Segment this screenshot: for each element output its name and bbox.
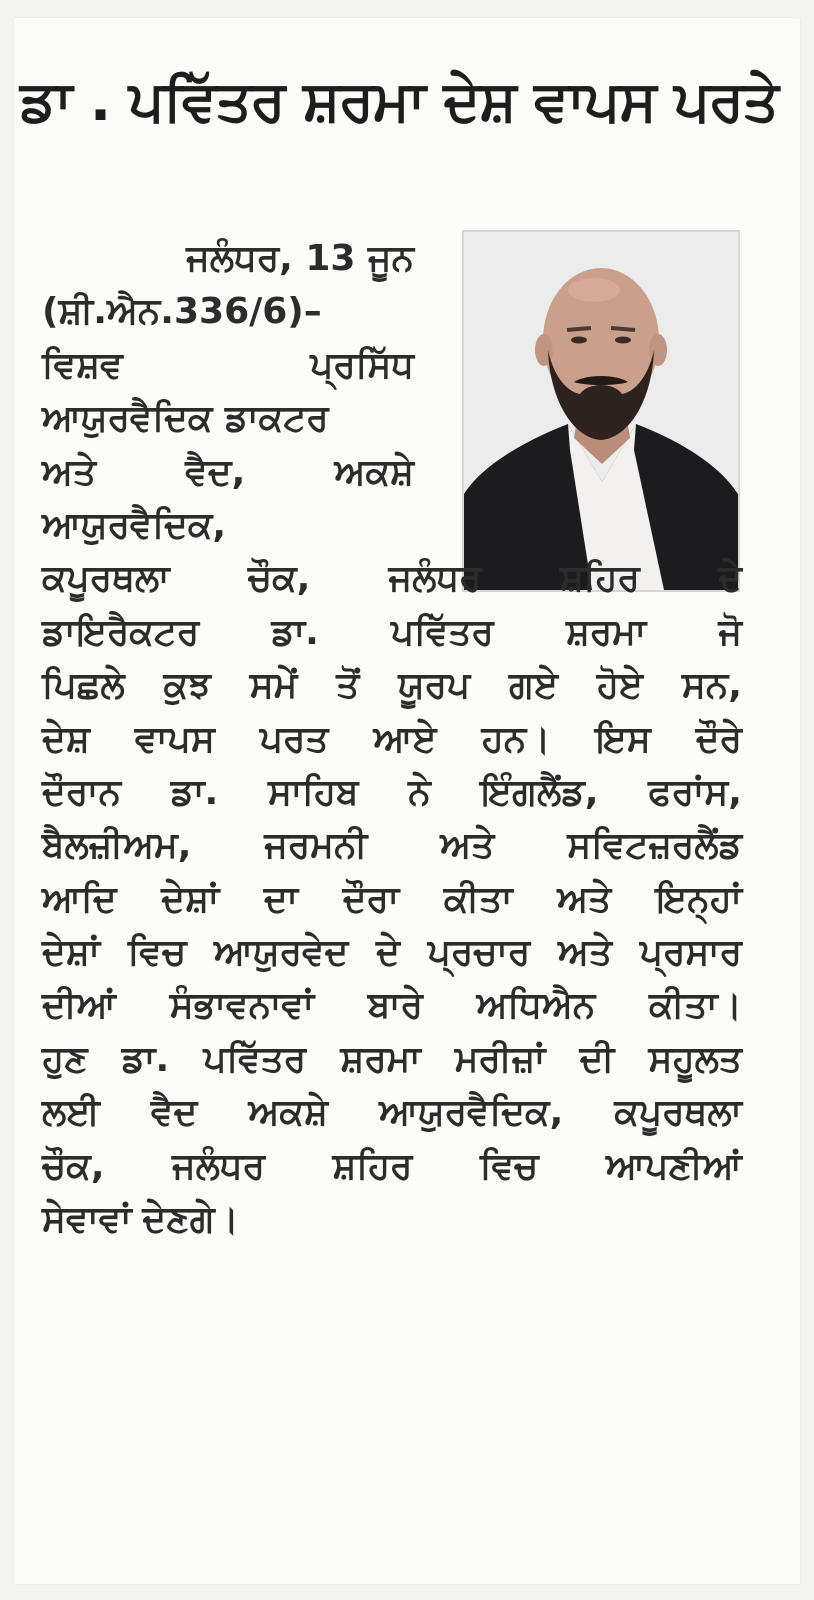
body-line	[42, 232, 414, 285]
body-word: ਦੇਸ਼ਾਂ	[161, 878, 220, 920]
body-word: ਵੈਦ	[150, 1092, 198, 1134]
body-word: ਅਕਸ਼ੇ	[334, 451, 414, 493]
body-line	[42, 659, 742, 712]
body-word: ਅਤੇ	[557, 878, 612, 920]
body-line	[42, 979, 742, 1032]
body-word: ਯੂਰਪ	[398, 665, 471, 707]
body-word: ਸੇਵਾਵਾਂ	[42, 1199, 132, 1241]
body-word: ਦੌਰਾ	[342, 878, 400, 920]
body-word: ਅਤੇ	[440, 825, 495, 867]
body-line	[42, 285, 414, 338]
body-line	[42, 1193, 742, 1246]
body-word: ਸਮੇਂ	[249, 665, 298, 707]
body-word: ਅਤੇ	[42, 451, 97, 493]
body-word: ਸਨ,	[681, 665, 742, 707]
body-word: ਚੌਕ,	[247, 558, 311, 600]
body-word: ਆਯੁਰਵੈਦਿਕ,	[379, 1092, 564, 1134]
body-word: ਕਪੂਰਥਲਾ	[614, 1092, 742, 1134]
body-word: ਜੋ	[718, 611, 742, 653]
body-word: ਇਨ੍ਹਾਂ	[655, 878, 742, 920]
body-word: ਦੌਰਾਨ	[42, 771, 121, 813]
body-line	[42, 1033, 742, 1086]
body-word: ਅਤੇ	[558, 932, 613, 974]
body-word: ਵਿਸ਼ਵ	[42, 344, 123, 386]
body-line	[42, 926, 742, 979]
body-word: ਹੋਏ	[596, 665, 643, 707]
body-word: ਤੋਂ	[336, 665, 360, 707]
body-word: ਹੁਣ	[42, 1038, 88, 1080]
body-word: (ਸ਼ੀ.ਐਨ.336/6)–	[42, 291, 322, 333]
body-word: ਨੇ	[408, 771, 431, 813]
body-line	[42, 1140, 742, 1193]
body-word: ਦੌਰੇ	[695, 718, 742, 760]
body-word: ਪਰਤ	[259, 718, 329, 760]
body-word: ਦੇ	[376, 932, 400, 974]
body-word: ਸਹੂਲਤ	[648, 1038, 742, 1080]
body-word: ਦੇਸ਼ਾਂ	[42, 932, 100, 974]
body-word: ਗਏ	[509, 665, 559, 707]
body-word: ਬਾਰੇ	[367, 985, 423, 1027]
body-word: ਵਿਚ	[480, 1145, 539, 1187]
body-word: ਆਏ	[373, 718, 437, 760]
body-word: ਆਪਣੀਆਂ	[606, 1145, 742, 1187]
body-word: ਆਦਿ	[42, 878, 117, 920]
body-word: ਡਾ.	[170, 771, 219, 813]
body-line	[42, 552, 742, 605]
body-word: ਹਨ।	[481, 718, 551, 760]
body-word: ਵਿਚ	[127, 932, 187, 974]
body-line	[42, 339, 414, 392]
body-word: ਲਈ	[42, 1092, 100, 1134]
body-line	[42, 499, 414, 552]
body-word: ਸ਼ਰਮਾ	[565, 611, 647, 653]
body-word: ਆਯੁਰਵੈਦਿਕ ਡਾਕਟਰ	[42, 398, 329, 440]
article-body	[42, 232, 742, 1246]
body-line	[42, 819, 742, 872]
body-word: ਪ੍ਰਸਾਰ	[639, 932, 742, 974]
body-word: ਬੈਲਜ਼ੀਅਮ,	[42, 825, 192, 867]
body-word: ਇਸ	[595, 718, 651, 760]
body-word: ਕੁਝ	[163, 665, 211, 707]
body-word: ਆਯੁਰਵੈਦਿਕ,	[42, 504, 227, 546]
body-word: ਜਲੰਧਰ, 13 ਜੂਨ	[186, 238, 414, 279]
body-word: ਪਵਿੱਤਰ	[391, 611, 494, 653]
body-word: ਮਰੀਜ਼ਾਂ	[454, 1038, 546, 1080]
body-word: ਜਰਮਨੀ	[264, 825, 368, 867]
body-word: ਫਰਾਂਸ,	[648, 771, 742, 813]
body-line	[42, 392, 414, 445]
body-word: ਆਯੁਰਵੇਦ	[214, 932, 349, 974]
headline: ਡਾ . ਪਵਿੱਤਰ ਸ਼ਰਮਾ ਦੇਸ਼ ਵਾਪਸ ਪਰਤੇ	[20, 69, 778, 134]
body-word: ਕਪੂਰਥਲਾ	[42, 558, 170, 600]
body-line	[42, 766, 742, 819]
body-line	[42, 446, 414, 499]
body-word: ਸੰਭਾਵਨਾਵਾਂ	[169, 985, 315, 1027]
body-word: ਚੌਕ,	[42, 1145, 105, 1187]
body-word: ਸ਼ਰਮਾ	[340, 1038, 421, 1080]
body-word: ਸ਼ਹਿਰ	[559, 558, 640, 600]
body-line	[42, 1086, 742, 1139]
body-word: ਪ੍ਰਚਾਰ	[427, 932, 531, 974]
body-word: ਪਿਛਲੇ	[42, 665, 125, 707]
body-line	[42, 606, 742, 659]
body-word: ਕੀਤਾ	[443, 878, 513, 920]
body-word: ਦੀ	[579, 1038, 615, 1080]
body-word: ਕੀਤਾ।	[648, 985, 742, 1027]
body-word: ਦੇਣਗੇ।	[142, 1199, 239, 1241]
body-line	[42, 873, 742, 926]
body-word: ਜਲੰਧਰ	[172, 1145, 265, 1187]
body-word: ਜਲੰਧਰ	[388, 558, 482, 600]
body-word: ਅਕਸ਼ੇ	[248, 1092, 328, 1134]
body-word: ਪਵਿੱਤਰ	[203, 1038, 307, 1080]
body-word: ਸਵਿਟਜ਼ਰਲੈਂਡ	[567, 825, 742, 867]
body-word: ਸ਼ਹਿਰ	[332, 1145, 413, 1187]
body-word: ਦੇ	[718, 558, 742, 600]
body-word: ਸਾਹਿਬ	[268, 771, 359, 813]
body-word: ਦੀਆਂ	[42, 985, 116, 1027]
body-word: ਡਾ.	[271, 611, 319, 653]
body-word: ਡਾ.	[121, 1038, 170, 1080]
body-word: ਅਧਿਐਨ	[476, 985, 596, 1027]
body-word: ਇੰਗਲੈਂਡ,	[480, 771, 599, 813]
body-word: ਦਾ	[263, 878, 299, 920]
body-word: ਡਾਇਰੈਕਟਰ	[42, 611, 200, 653]
body-word: ਪ੍ਰਸਿੱਧ	[310, 344, 414, 386]
body-word: ਦੇਸ਼	[42, 718, 90, 760]
body-word: ਵੈਦ,	[185, 451, 246, 493]
body-line	[42, 713, 742, 766]
body-word: ਵਾਪਸ	[134, 718, 215, 760]
